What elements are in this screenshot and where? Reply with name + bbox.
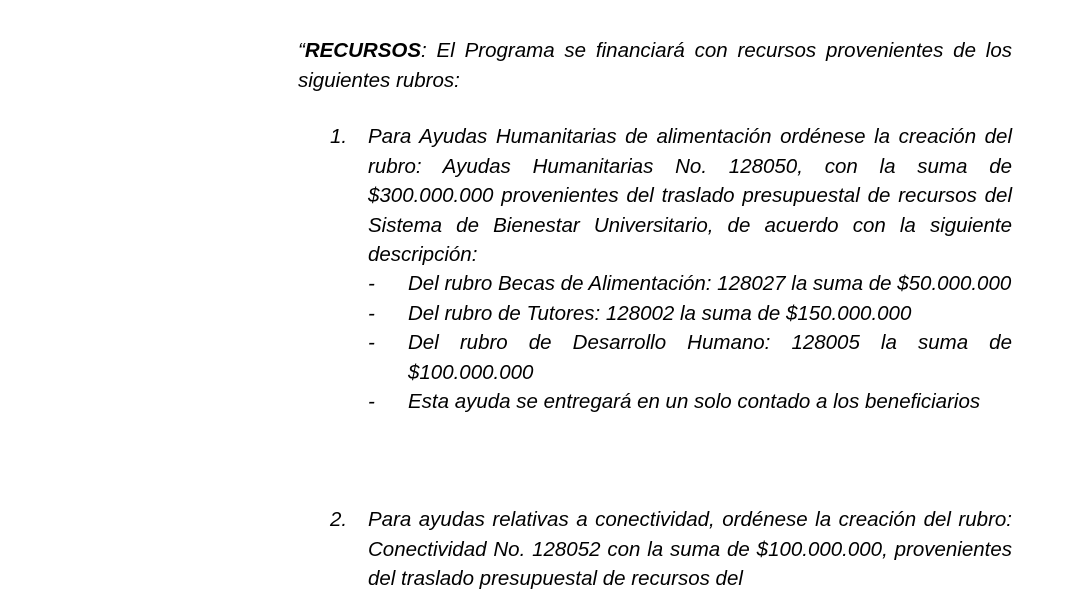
sub-item xyxy=(0,387,1068,417)
list-item-2-text: Para ayudas relativas a conectividad, ordénese la creación del rubro: Conectividad No. 128052 con la suma de $100.000.000, provenientes del traslado presupuestal de recursos del xyxy=(368,508,1012,590)
sub-item-text: Del rubro de Tutores: 128002 la suma de $150.000.000 xyxy=(408,301,912,325)
intro-paragraph xyxy=(298,36,1012,95)
sub-item-marker: - xyxy=(368,301,375,325)
sub-item-text: Del rubro de Desarrollo Humano: 128005 la suma de $100.000.000 xyxy=(408,331,1012,384)
sub-list xyxy=(0,269,1068,417)
sub-item-text: Esta ayuda se entregará en un solo contado a los beneficiarios xyxy=(408,390,981,413)
sub-item xyxy=(0,299,1068,329)
section-heading: RECURSOS xyxy=(304,39,422,62)
intro-text: : El Programa se financiará con recursos provenientes de los siguientes rubros: xyxy=(298,39,1012,92)
open-quote: “ xyxy=(298,39,305,62)
sub-item-marker: - xyxy=(368,272,375,295)
sub-item xyxy=(0,328,1068,387)
sub-item-marker: - xyxy=(368,331,375,354)
list-item-1-text: Para Ayudas Humanitarias de alimentación ordénese la creación del rubro: Ayudas Humanitarias No. 128050, con la suma de $300.000.000 provenientes del traslado presupuestal de recursos del Sistema de Bienestar Universitario, de acuerdo con la siguiente descripción: xyxy=(368,125,1012,266)
sub-item xyxy=(0,269,1068,299)
list-number-2: 2. xyxy=(330,508,348,531)
list-number-1: 1. xyxy=(330,125,348,148)
sub-item-text: Del rubro Becas de Alimentación: 128027 la suma de $50.000.000 xyxy=(408,272,1012,295)
sub-item-marker: - xyxy=(368,390,375,413)
